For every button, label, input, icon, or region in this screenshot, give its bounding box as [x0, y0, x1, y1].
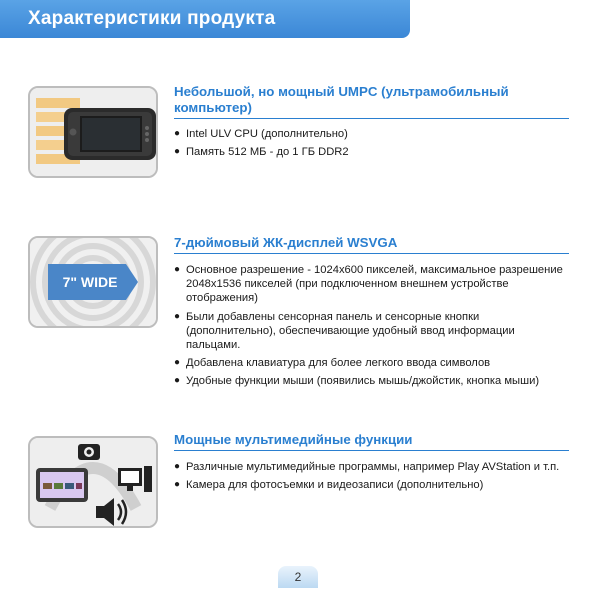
- list-item: ● Основное разрешение - 1024x600 пикселей, максимальное разрешение 2048x1536 пикселей (при подключенном внешнем устройстве отображения): [174, 263, 572, 306]
- multimedia-icon: [30, 438, 156, 526]
- list-item: ● Память 512 МБ - до 1 ГБ DDR2: [174, 145, 572, 159]
- wide-badge-text: 7" WIDE: [62, 274, 118, 290]
- bullet-list-multimedia: [174, 460, 572, 496]
- umpc-device-icon: [30, 88, 156, 176]
- page-number-tab: [278, 566, 318, 588]
- list-item: ● Камера для фотосъемки и видеозаписи (дополнительно): [174, 478, 572, 492]
- page-title: Характеристики продукта: [28, 8, 276, 29]
- bullet-list-umpc: [174, 127, 572, 163]
- list-item: ● Intel ULV CPU (дополнительно): [174, 127, 572, 141]
- list-item: ● Были добавлены сенсорная панель и сенсорные кнопки (дополнительно), обеспечивающие удобный ввод информации пальцами.: [174, 310, 572, 353]
- list-item: ● Удобные функции мыши (появились мышь/джойстик, кнопка мыши): [174, 374, 572, 388]
- section-title-display: 7-дюймовый ЖК-дисплей WSVGA: [174, 235, 569, 254]
- page-number: 2: [294, 570, 302, 584]
- list-item: ● Добавлена клавиатура для более легкого ввода символов: [174, 356, 572, 370]
- bullet-list-display: [174, 263, 572, 393]
- wide-display-image: [28, 236, 158, 328]
- multimedia-image: [28, 436, 158, 528]
- list-item: ● Различные мультимедийные программы, например Play AVStation и т.п.: [174, 460, 572, 474]
- section-title-umpc: Небольшой, но мощный UMPC (ультрамобильный компьютер): [174, 84, 569, 119]
- section-title-multimedia: Мощные мультимедийные функции: [174, 432, 569, 451]
- umpc-device-image: [28, 86, 158, 178]
